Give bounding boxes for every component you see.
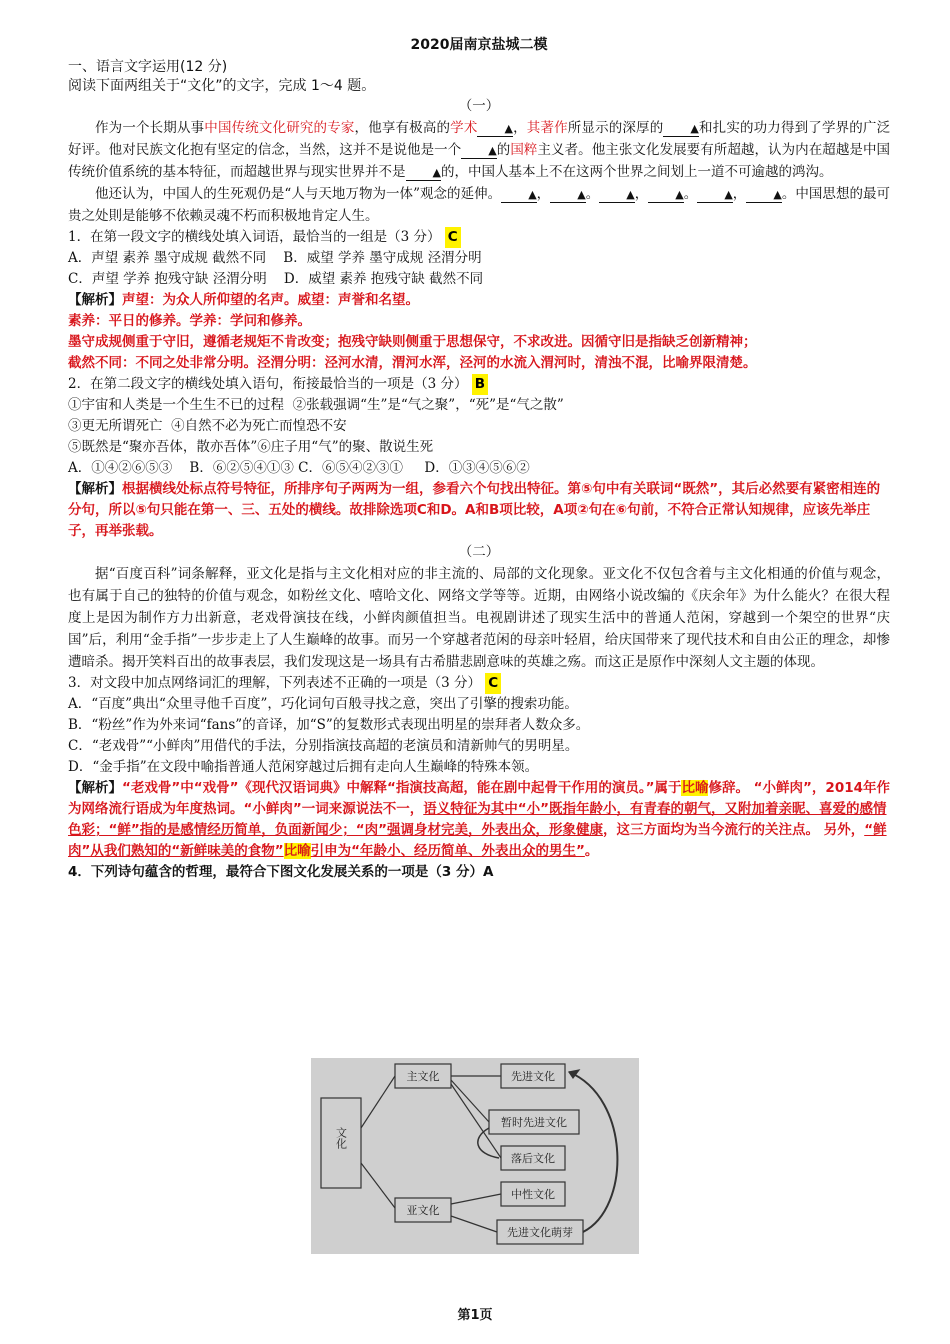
question-2-analysis: 【解析】根据横线处标点符号特征，所排序句子两两为一组，参看六个句找出特征。第⑤句中有关联词“既然”，其后必然要有紧密相连的分句，所以⑤句只能在第一、三、五处的横线。故排除选项C和D。A和B项比较，A项②句在⑥句前，不符合正常认知规律，应该先举庄子，再举张载。 — [68, 481, 881, 539]
question-1-analysis: 素养：平日的修养。学养：学问和修养。 — [68, 313, 311, 329]
group2-label: （二） — [458, 544, 500, 560]
question-1-stem: 1．在第一段文字的横线处填入词语，最恰当的一组是（3 分） C — [68, 227, 890, 248]
diagram-sprout: 先进文化萌芽 — [507, 1226, 573, 1239]
question-1-analysis: 截然不同：不同之处非常分明。泾渭分明：泾河水清，渭河水浑，泾河的水流入渭河时，清浊不混，比喻界限清楚。 — [68, 355, 757, 371]
question-2-sentences: ③更无所谓死亡 ④自然不必为死亡而惶恐不安 — [68, 418, 347, 434]
question-2-sentences: ①宇宙和人类是一个生生不已的过程 ②张载强调“生”是“气之聚”，“死”是“气之散” — [68, 397, 564, 413]
question-2-sentences: ⑤既然是“聚亦吾体，散亦吾体”⑥庄子用“气”的聚、散说生死 — [68, 439, 434, 455]
question-4-stem: 4．下列诗句蕴含的哲理，最符合下图文化发展关系的一项是（3 分）A — [68, 864, 494, 880]
question-2-stem: 2．在第二段文字的横线处填入语句，衔接最恰当的一项是（3 分） B — [68, 374, 890, 395]
question-3-analysis: 【解析】“老戏骨”中“戏骨”《现代汉语词典》中解释“指演技高超，能在剧中起骨干作用的演员。”属于比喻修辞。 “小鲜肉”，2014年作为网络流行语成为年度热词。“小鲜肉”一词来源说法不一，语义特征为其中“小”既指年龄小，有青春的朝气，又附加着亲昵、喜爱的感情色彩；“鲜”指的是感情经历简单，负面新闻少；“肉”强调身材完美，外表出众，形象健康，这三方面均为当今流行的关注点。 另外，“鲜肉”从我们熟知的“新鲜味美的食物”比喻引申为“年龄小、经历简单、外表出众的男生”。 — [68, 780, 891, 859]
diagram-root-char1: 文化 — [334, 1127, 348, 1149]
blank: ▲ — [461, 144, 496, 159]
question-3-option: B．“粉丝”作为外来词“fans”的音译，加“S”的复数形式表现出明星的崇拜者人数众多。 — [68, 717, 590, 733]
diagram-sub: 亚文化 — [406, 1204, 440, 1217]
question-3-option: D．“金手指”在文段中喻指普通人范闲穿越过后拥有走向人生巅峰的特殊本领。 — [68, 759, 539, 775]
page-number: 第1页 — [457, 1308, 493, 1323]
question-2-options: A．①④②⑥⑤③ B．⑥②⑤④①③ C．⑥⑤④②③① D．①③④⑤⑥② — [68, 460, 530, 476]
question-1-analysis: 墨守成规侧重于守旧，遵循老规矩不肯改变；抱残守缺则侧重于思想保守，不求改进。因循守旧是指缺乏创新精神； — [68, 334, 757, 350]
question-3-option: C．“老戏骨”“小鲜肉”用借代的手法，分别指演技高超的老演员和清新帅气的男明星。 — [68, 738, 579, 754]
reading-intro: 阅读下面两组关于“文化”的文字，完成 1～4 题。 — [68, 78, 376, 94]
group1-label: （一） — [458, 98, 500, 114]
culture-relationship-diagram — [311, 1058, 639, 1254]
question-1-options-cd: C．声望 学养 抱残守缺 泾渭分明 D．威望 素养 抱残守缺 截然不同 — [68, 271, 484, 287]
passage-paragraph-3: 据“百度百科”词条解释，亚文化是指与主文化相对应的非主流的、局部的文化现象。亚文化不仅包含着与主文化相通的价值与观念，也有属于自己的独特的价值与观念，如粉丝文化、嘻哈文化、网络文学等等。近期，由网络小说改编的《庆余年》为什么能火？在很大程度上是因为制作方力出新意，老戏骨演技在线，小鲜肉颜值担当。电视剧讲述了现实生活中的普通人范闲，穿越到一个架空的世界“庆国”后，利用“金手指”一步步走上了人生巅峰的故事。而另一个穿越者范闲的母亲叶轻眉，给庆国带来了现代技术和自由公正的理念，却惨遭暗杀。揭开笑料百出的故事表层，我们发现这是一场具有古希腊悲剧意味的英雄之殇。而这正是原作中深刻人文主题的体现。 — [68, 566, 890, 670]
diagram-backward: 落后文化 — [511, 1152, 555, 1165]
question-1-options-ab: A．声望 素养 墨守成规 截然不同 B．威望 学养 墨守成规 泾渭分明 — [68, 250, 482, 266]
diagram-svg — [311, 1058, 639, 1254]
blank: ▲ — [477, 122, 512, 137]
answer-badge: B — [472, 374, 488, 395]
question-1-analysis: 【解析】声望：为众人所仰望的名声。威望：声誉和名望。 — [68, 292, 419, 308]
answer-badge: C — [485, 673, 501, 694]
passage-paragraph-2: 他还认为，中国人的生死观仍是“人与天地万物为一体”观念的延伸。 ▲， ▲。 ▲， ▲。 ▲， ▲。中国思想的最可贵之处則是能够不依赖灵魂不朽而积极地肯定人生。 — [68, 186, 891, 224]
diagram-main: 主文化 — [406, 1070, 440, 1083]
question-3-stem: 3．对文段中加点网络词汇的理解，下列表述不正确的一项是（3 分） C — [68, 673, 890, 694]
diagram-advanced: 先进文化 — [511, 1070, 555, 1083]
passage-paragraph-1: 作为一个长期从事中国传统文化研究的专家，他享有极高的学术 ▲，其著作所显示的深厚的 ▲和扎实的功力得到了学界的广泛好评。他对民族文化抱有坚定的信念，当然，这并不是说他是一个 ▲的国粹主义者。他主张文化发展要有所超越，认为内在超越是中国传统价值系统的基本特征，而超越世界与现实世界并不是 ▲的，中国人基本上不在这两个世界之间划上一道不可逾越的鸿沟。 — [68, 120, 891, 180]
document-page — [68, 34, 890, 883]
diagram-temp-advanced: 暂时先进文化 — [501, 1116, 567, 1129]
blank: ▲ — [406, 166, 441, 181]
diagram-neutral: 中性文化 — [511, 1188, 555, 1201]
answer-badge: C — [445, 227, 461, 248]
blank: ▲ — [663, 122, 698, 137]
section-heading: 一、语言文字运用(12 分) — [68, 59, 228, 75]
document-title: 2020届南京盐城二模 — [410, 37, 548, 53]
question-3-option: A．“百度”典出“众里寻他千百度”，巧化词句百般寻找之意，突出了引擎的搜索功能。 — [68, 696, 578, 712]
